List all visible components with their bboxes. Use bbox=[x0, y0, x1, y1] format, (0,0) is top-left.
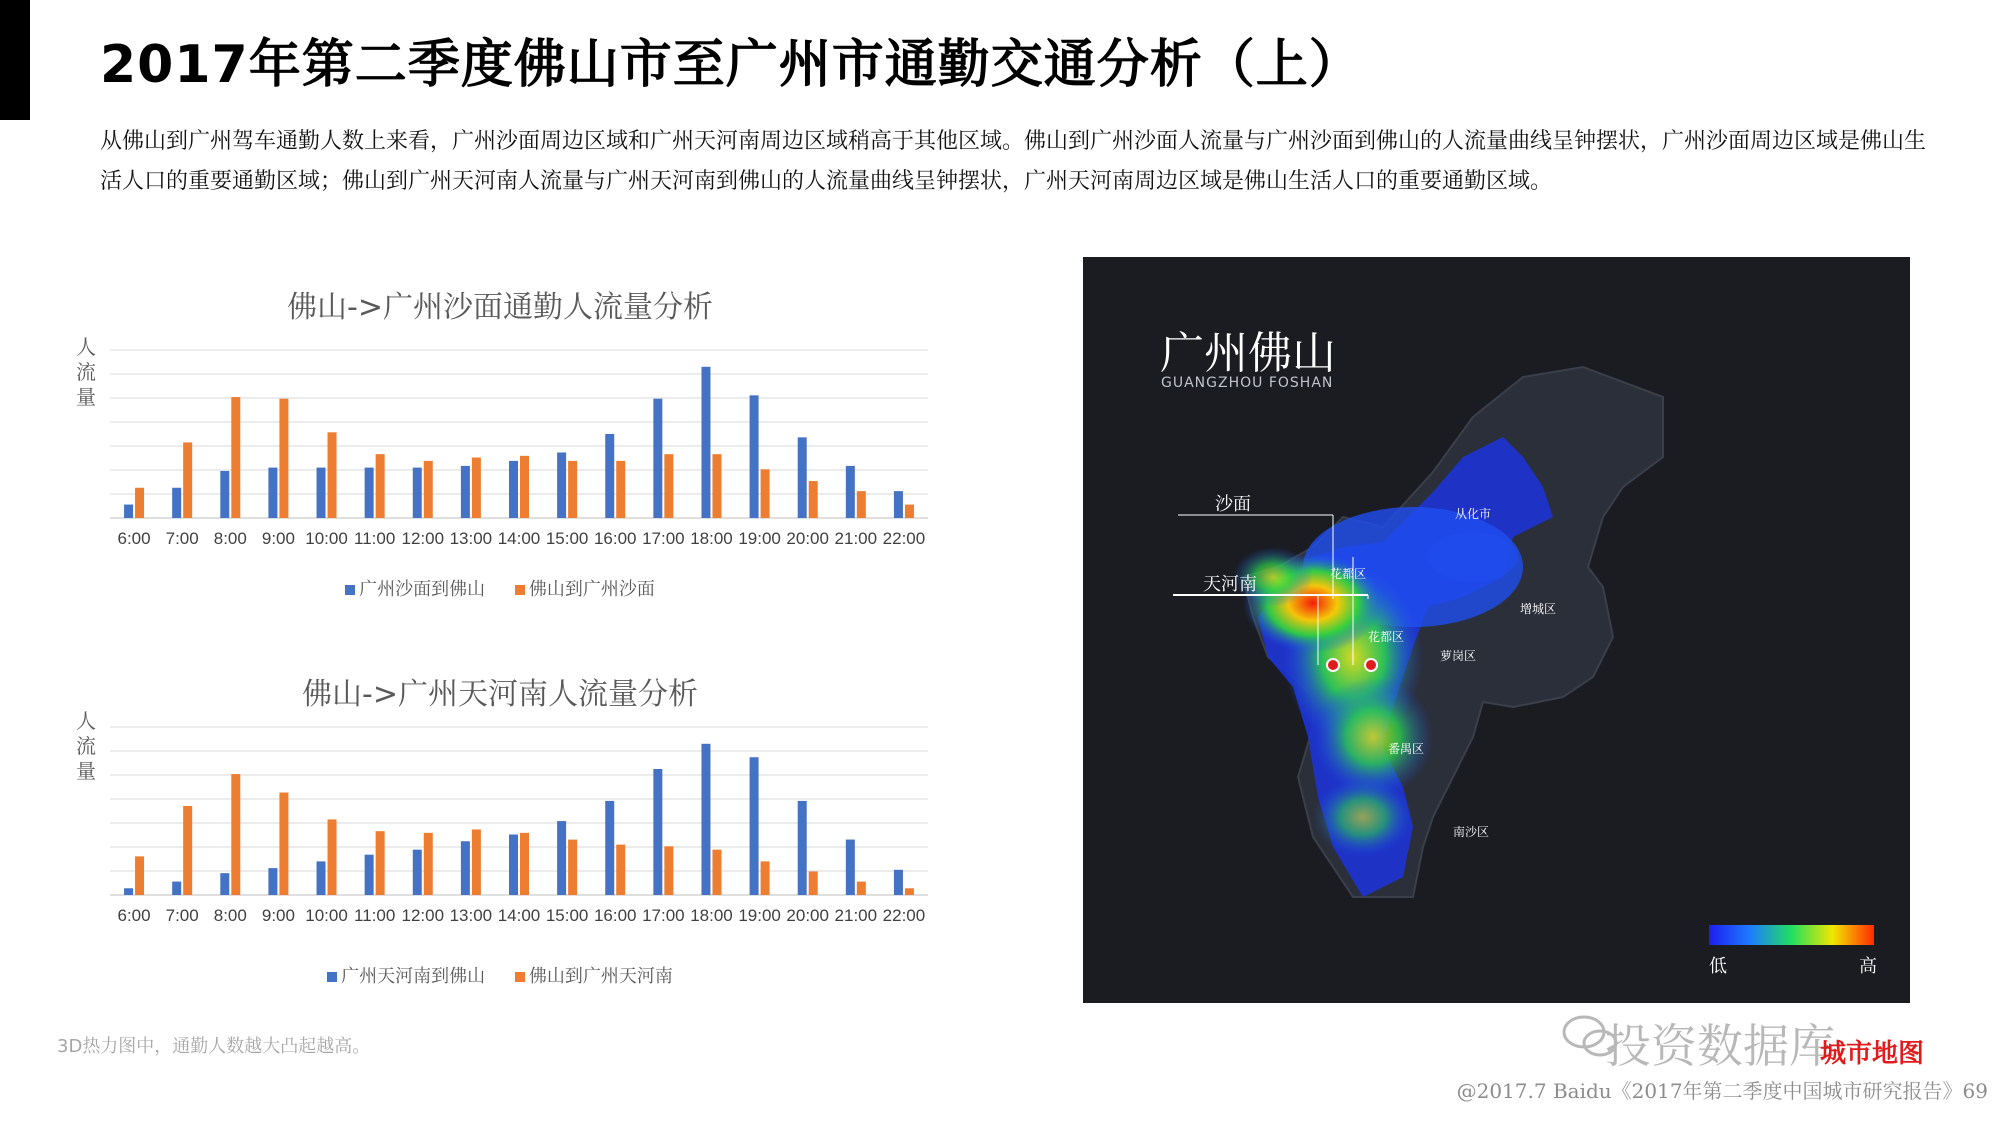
district-nansha: 南沙区 bbox=[1453, 825, 1490, 839]
legend-label: 广州沙面到佛山 bbox=[359, 579, 486, 600]
bar-orange bbox=[279, 399, 288, 518]
x-tick-label: 11:00 bbox=[354, 529, 396, 548]
scale-low-label: 低 bbox=[1709, 956, 1727, 977]
bar-orange bbox=[761, 861, 770, 895]
bar-orange bbox=[328, 432, 337, 518]
bar-orange bbox=[616, 845, 625, 895]
bar-blue bbox=[798, 801, 807, 895]
bar-blue bbox=[701, 744, 710, 895]
x-tick-label: 6:00 bbox=[117, 529, 151, 548]
x-tick-label: 7:00 bbox=[165, 529, 199, 548]
x-tick-label: 22:00 bbox=[882, 529, 926, 548]
bar-orange bbox=[520, 833, 529, 895]
bar-blue bbox=[317, 861, 326, 895]
bar-orange bbox=[472, 458, 481, 518]
bar-blue bbox=[172, 882, 181, 895]
x-tick-label: 20:00 bbox=[786, 906, 829, 925]
legend-swatch-orange bbox=[515, 585, 525, 595]
heatmap-panel bbox=[1083, 257, 1910, 1003]
bar-blue bbox=[365, 855, 374, 895]
brand-logo-text: 城市地图 bbox=[1820, 1039, 1925, 1069]
bar-orange bbox=[183, 442, 192, 518]
bar-orange bbox=[279, 793, 288, 895]
side-accent-bar bbox=[0, 0, 30, 120]
legend-item bbox=[515, 575, 655, 601]
heat-zone bbox=[1428, 532, 1518, 582]
bar-orange bbox=[183, 806, 192, 895]
x-tick-label: 8:00 bbox=[213, 906, 247, 925]
x-tick-label: 19:00 bbox=[738, 906, 781, 925]
bar-blue bbox=[653, 769, 662, 895]
bar-blue bbox=[509, 461, 518, 518]
chart-legend bbox=[60, 575, 940, 601]
bar-blue bbox=[750, 757, 759, 895]
bar-blue bbox=[557, 821, 566, 895]
bar-orange bbox=[520, 456, 529, 518]
x-tick-label: 18:00 bbox=[690, 906, 733, 925]
bar-orange bbox=[376, 454, 385, 518]
label-shamian: 沙面 bbox=[1215, 494, 1251, 515]
district-luogang: 萝岗区 bbox=[1440, 649, 1477, 663]
chart-tianhenan bbox=[60, 657, 940, 997]
x-tick-label: 12:00 bbox=[401, 529, 445, 548]
bar-orange bbox=[664, 846, 673, 895]
bar-blue bbox=[124, 888, 133, 895]
bar-orange bbox=[568, 840, 577, 895]
legend-swatch-orange bbox=[515, 972, 525, 982]
bar-orange bbox=[712, 454, 721, 518]
district-huadu-2: 花都区 bbox=[1368, 630, 1405, 644]
legend-label: 佛山到广州沙面 bbox=[528, 579, 655, 600]
bar-orange bbox=[328, 819, 337, 895]
bar-blue bbox=[172, 488, 181, 518]
footnote: 3D热力图中，通勤人数越大凸起越高。 bbox=[57, 1036, 371, 1057]
x-tick-label: 10:00 bbox=[305, 529, 348, 548]
x-tick-label: 17:00 bbox=[642, 529, 685, 548]
bar-blue bbox=[268, 868, 277, 895]
bar-blue bbox=[894, 870, 903, 895]
chart-title: 佛山->广州沙面通勤人流量分析 bbox=[287, 290, 713, 325]
legend-swatch-blue bbox=[327, 972, 337, 982]
bar-orange bbox=[664, 454, 673, 518]
bar-blue bbox=[750, 395, 759, 518]
x-tick-label: 20:00 bbox=[786, 529, 829, 548]
bar-orange bbox=[231, 774, 240, 895]
heat-scale-bar bbox=[1709, 925, 1874, 945]
x-tick-label: 21:00 bbox=[834, 906, 878, 925]
district-conghua: 从化市 bbox=[1455, 507, 1492, 521]
scale-high-label: 高 bbox=[1859, 956, 1877, 977]
legend-item bbox=[327, 962, 485, 988]
bar-blue bbox=[268, 468, 277, 518]
bar-orange bbox=[905, 888, 914, 895]
x-tick-label: 6:00 bbox=[117, 906, 151, 925]
x-tick-label: 15:00 bbox=[545, 906, 589, 925]
bar-orange bbox=[905, 505, 914, 518]
bar-orange bbox=[135, 856, 144, 895]
x-tick-label: 19:00 bbox=[738, 529, 781, 548]
page-title: 2017年第二季度佛山市至广州市通勤交通分析（上） bbox=[100, 35, 1362, 95]
bar-blue bbox=[124, 505, 133, 518]
x-tick-label: 12:00 bbox=[401, 906, 445, 925]
bar-blue bbox=[846, 840, 855, 895]
legend-swatch-blue bbox=[345, 585, 355, 595]
bar-orange bbox=[616, 461, 625, 518]
bar-orange bbox=[472, 829, 481, 895]
bar-orange bbox=[376, 831, 385, 895]
bar-orange bbox=[424, 461, 433, 518]
bar-orange bbox=[857, 882, 866, 895]
district-huadu: 花都区 bbox=[1330, 567, 1367, 581]
y-axis-label: 人流量 bbox=[76, 335, 96, 409]
chart-legend bbox=[60, 962, 940, 988]
x-tick-label: 17:00 bbox=[642, 906, 685, 925]
x-tick-label: 16:00 bbox=[593, 906, 637, 925]
bar-blue bbox=[220, 873, 229, 895]
watermark-text: 投资数据库 bbox=[1605, 1019, 1835, 1073]
map-subtitle: GUANGZHOU FOSHAN bbox=[1161, 375, 1334, 391]
bar-orange bbox=[809, 481, 818, 518]
legend-label: 佛山到广州天河南 bbox=[528, 966, 673, 987]
x-tick-label: 9:00 bbox=[261, 906, 295, 925]
bar-blue bbox=[509, 835, 518, 895]
district-panyu: 番禺区 bbox=[1388, 742, 1425, 756]
footer-source: @2017.7 Baidu《2017年第二季度中国城市研究报告》69 bbox=[1456, 1079, 1988, 1103]
x-tick-label: 8:00 bbox=[213, 529, 247, 548]
bar-orange bbox=[857, 491, 866, 518]
marker-tianhenan bbox=[1365, 659, 1377, 671]
label-tianhenan: 天河南 bbox=[1203, 574, 1257, 595]
bar-blue bbox=[365, 468, 374, 518]
bar-orange bbox=[568, 461, 577, 518]
legend-label: 广州天河南到佛山 bbox=[341, 966, 486, 987]
x-tick-label: 18:00 bbox=[690, 529, 733, 548]
x-tick-label: 10:00 bbox=[305, 906, 348, 925]
marker-shamian bbox=[1327, 659, 1339, 671]
x-tick-label: 13:00 bbox=[449, 529, 493, 548]
bar-blue bbox=[413, 468, 422, 518]
district-zengcheng: 增城区 bbox=[1520, 602, 1557, 616]
bar-orange bbox=[809, 871, 818, 895]
map-title: 广州佛山 bbox=[1160, 328, 1336, 379]
bar-blue bbox=[557, 452, 566, 518]
x-tick-label: 11:00 bbox=[354, 906, 396, 925]
x-tick-label: 14:00 bbox=[497, 529, 541, 548]
x-tick-label: 14:00 bbox=[497, 906, 541, 925]
x-tick-label: 21:00 bbox=[834, 529, 878, 548]
x-tick-label: 16:00 bbox=[593, 529, 637, 548]
y-axis-label: 人流量 bbox=[76, 709, 96, 783]
bar-blue bbox=[461, 841, 470, 895]
bar-blue bbox=[894, 491, 903, 518]
chart-title: 佛山->广州天河南人流量分析 bbox=[302, 677, 698, 712]
intro-paragraph: 从佛山到广州驾车通勤人数上来看，广州沙面周边区域和广州天河南周边区域稍高于其他区域。佛山到广州沙面人流量与广州沙面到佛山的人流量曲线呈钟摆状，广州沙面周边区域是佛山生活人口的重要通勤区域；佛山到广州天河南人流量与广州天河南到佛山的人流量曲线呈钟摆状，广州天河南周边区域是佛山生活人口的重要通勤区域。 bbox=[100, 129, 1927, 194]
bar-blue bbox=[413, 850, 422, 895]
bar-blue bbox=[317, 468, 326, 518]
bar-blue bbox=[653, 399, 662, 518]
x-tick-label: 22:00 bbox=[882, 906, 926, 925]
bar-orange bbox=[761, 469, 770, 518]
legend-item bbox=[345, 575, 485, 601]
bar-blue bbox=[701, 367, 710, 518]
bar-orange bbox=[424, 833, 433, 895]
x-tick-label: 9:00 bbox=[261, 529, 295, 548]
bar-blue bbox=[798, 437, 807, 518]
x-tick-label: 13:00 bbox=[449, 906, 493, 925]
bar-orange bbox=[231, 397, 240, 518]
bar-blue bbox=[605, 434, 614, 518]
bar-orange bbox=[135, 488, 144, 518]
chart-shamian bbox=[60, 270, 940, 610]
x-tick-label: 15:00 bbox=[545, 529, 589, 548]
heat-zone bbox=[1313, 777, 1413, 857]
bar-blue bbox=[220, 471, 229, 518]
bar-orange bbox=[712, 850, 721, 895]
legend-item bbox=[515, 962, 673, 988]
bar-blue bbox=[461, 466, 470, 518]
x-tick-label: 7:00 bbox=[165, 906, 199, 925]
bar-blue bbox=[605, 801, 614, 895]
bar-blue bbox=[846, 466, 855, 518]
